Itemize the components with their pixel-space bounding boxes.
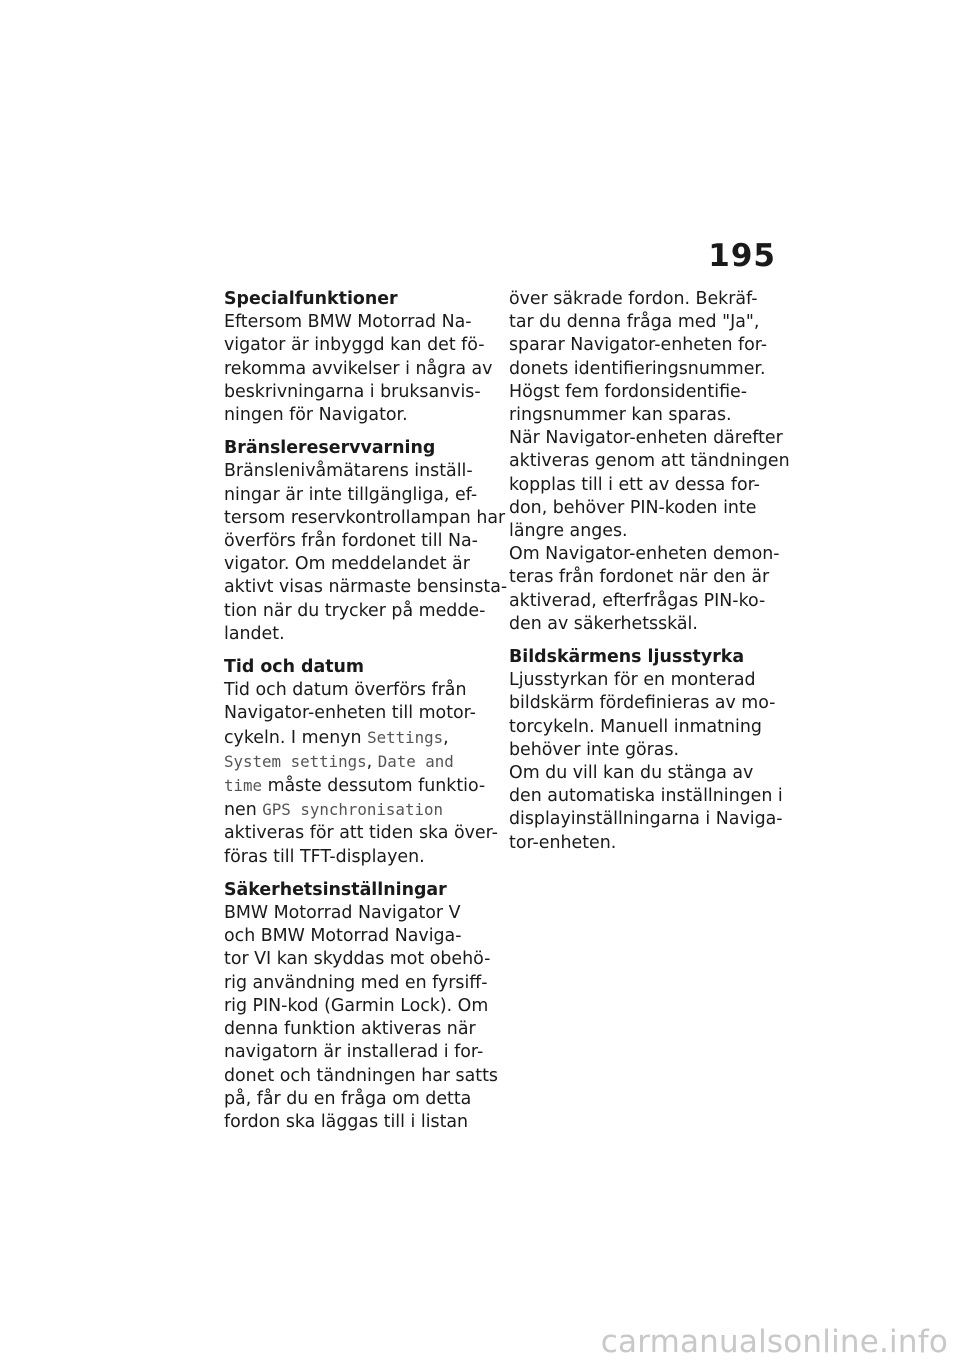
text-fragment: nen (224, 800, 263, 821)
section-body (224, 311, 494, 427)
text-line: torcykeln. Manuell inmatning (509, 716, 762, 737)
text-fragment: cykeln. I menyn (224, 727, 368, 748)
text-line: tion när du trycker på medde- (224, 600, 486, 621)
text-line: rekomma avvikelser i några av (224, 358, 493, 379)
text-line: Navigator-enheten till motor- (224, 703, 476, 724)
text-line (224, 750, 494, 774)
text-line: beskrivningarna i bruksanvis- (224, 381, 481, 402)
section-heading: Tid och datum (224, 657, 365, 678)
text-line: Tid och datum överförs från (224, 680, 467, 701)
section-heading: Bränslereservvarning (224, 438, 436, 459)
text-line: donets identifieringsnummer. (509, 358, 766, 379)
text-line: föras till TFT-displayen. (224, 846, 425, 867)
page-number: 195 (708, 238, 776, 274)
text-line: på, får du en fråga om detta (224, 1088, 472, 1109)
left-column (224, 288, 508, 1144)
text-line: Om Navigator-enheten demon- (509, 544, 780, 565)
text-line: sparar Navigator-enheten for- (509, 335, 768, 356)
text-line: över säkrade fordon. Bekräf- (509, 289, 758, 309)
text-line (224, 798, 494, 822)
text-line: och BMW Motorrad Naviga- (224, 926, 462, 947)
text-line: aktiveras för att tiden ska över- (224, 823, 498, 844)
text-line: don, behöver PIN-koden inte (509, 497, 757, 518)
menu-term-date-and-time: Date and (377, 751, 454, 771)
section-bildskarmens-ljusstyrka (509, 646, 783, 855)
text-line: tersom reservkontrollampan har (224, 507, 506, 528)
text-line: ningar är inte tillgängliga, ef- (224, 484, 478, 505)
text-fragment: måste dessutom funktio- (262, 776, 486, 797)
text-line: navigatorn är installerad i for- (224, 1042, 484, 1063)
section-body (509, 669, 783, 855)
text-line: landet. (224, 623, 285, 644)
text-line: aktivt visas närmaste bensinsta- (224, 577, 508, 598)
text-line: fordon ska läggas till i listan (224, 1111, 469, 1132)
section-body (224, 460, 508, 646)
text-fragment: , (443, 727, 449, 748)
text-line: vigator. Om meddelandet är (224, 554, 470, 575)
text-line (224, 774, 494, 798)
text-line: När Navigator-enheten därefter (509, 428, 783, 449)
text-line: vigator är inbyggd kan det fö- (224, 335, 485, 356)
menu-term-gps-synchronisation: GPS synchronisation (262, 800, 443, 820)
section-sakerhetsinstallningar (224, 879, 498, 1134)
text-line: ringsnummer kan sparas. (509, 405, 732, 426)
text-line: den automatiska inställningen i (509, 786, 783, 807)
menu-term-settings: Settings (367, 727, 444, 747)
text-line: Högst fem fordonsidentifie- (509, 381, 747, 402)
right-column (509, 288, 790, 865)
text-line: rig PIN-kod (Garmin Lock). Om (224, 995, 489, 1016)
section-continuation (509, 288, 790, 636)
text-line: tar du denna fråga med "Ja", (509, 312, 760, 333)
text-line: överförs från fordonet till Na- (224, 531, 478, 552)
text-fragment: , (366, 751, 378, 772)
text-line: den av säkerhetsskäl. (509, 613, 698, 634)
text-line: BMW Motorrad Navigator V (224, 903, 461, 924)
watermark: carmanualsonline.info (600, 1324, 948, 1360)
section-heading: Specialfunktioner (224, 289, 398, 309)
text-line: teras från fordonet när den är (509, 567, 770, 588)
text-line: displayinställningarna i Naviga- (509, 809, 783, 830)
text-line: donet och tändningen har satts (224, 1065, 498, 1086)
text-line: Ljusstyrkan för en monterad (509, 670, 756, 691)
menu-term-system-settings: System settings (224, 751, 367, 771)
section-body (224, 679, 498, 869)
text-line: aktiveras genom att tändningen (509, 451, 790, 472)
section-body (224, 902, 498, 1134)
section-heading: Säkerhetsinställningar (224, 879, 447, 900)
text-line: bildskärm fördefinieras av mo- (509, 693, 776, 714)
section-tid-och-datum (224, 656, 498, 869)
section-specialfunktioner (224, 288, 494, 427)
text-line: ningen för Navigator. (224, 405, 408, 426)
text-line: tor-enheten. (509, 832, 617, 853)
text-line: kopplas till i ett av dessa for- (509, 474, 760, 495)
section-branslereservvarning (224, 437, 508, 646)
section-heading: Bildskärmens ljusstyrka (509, 647, 745, 668)
text-line: tor VI kan skyddas mot obehö- (224, 949, 491, 970)
text-line: längre anges. (509, 521, 628, 542)
text-line: behöver inte göras. (509, 739, 680, 760)
text-line: Bränslenivåmätarens inställ- (224, 461, 473, 482)
menu-term-date-and-time-cont: time (224, 776, 263, 796)
text-line (224, 726, 494, 750)
text-line: aktiverad, efterfrågas PIN-ko- (509, 590, 766, 611)
text-line: Eftersom BMW Motorrad Na- (224, 312, 472, 333)
text-line: Om du vill kan du stänga av (509, 763, 754, 784)
section-body (509, 288, 790, 636)
text-line: rig användning med en fyrsiff- (224, 972, 488, 993)
text-line: denna funktion aktiveras när (224, 1019, 476, 1040)
